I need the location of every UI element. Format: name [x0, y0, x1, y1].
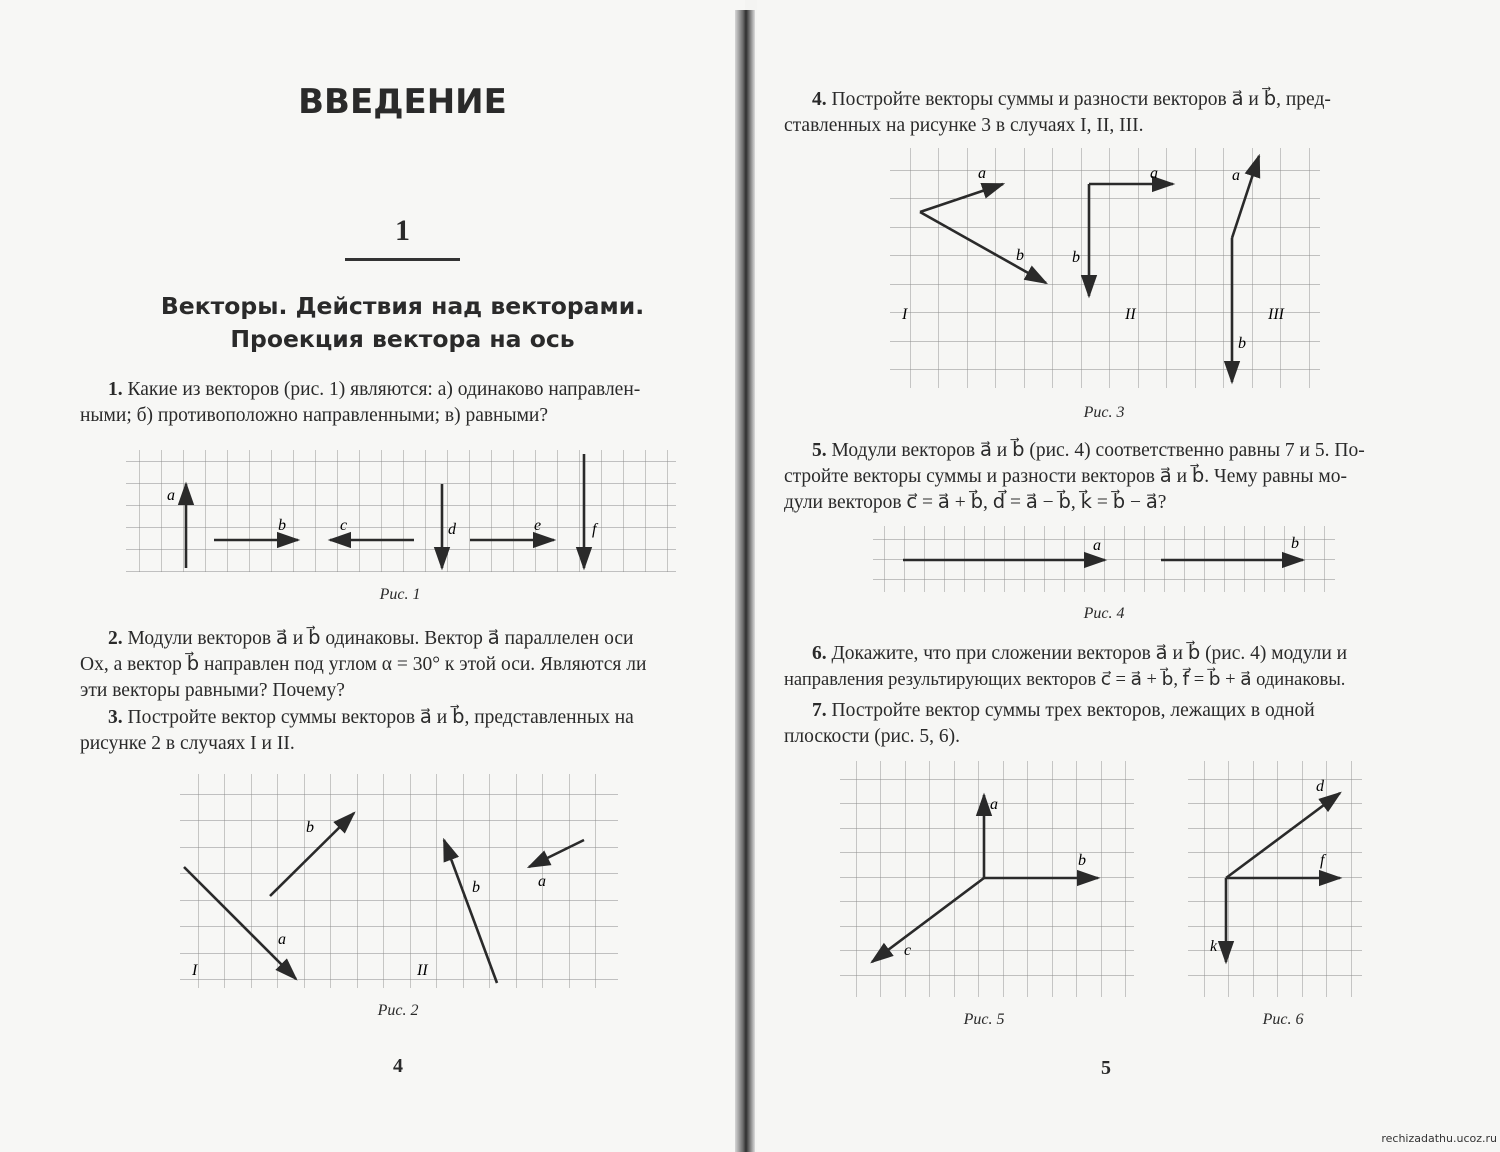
fig2-label-a2: a⃗ — [538, 873, 559, 890]
fig6-label-k: k⃗ — [1210, 938, 1230, 955]
chapter-title-line1: Векторы. Действия над векторами. — [160, 292, 645, 320]
fig1-label-d: d⃗ — [448, 521, 469, 538]
fig1-label-e: e⃗ — [534, 517, 554, 534]
fig1-label-a: a⃗ — [167, 487, 188, 504]
chapter-title-line2: Проекция вектора на ось — [230, 325, 575, 353]
problem-1 — [80, 377, 722, 429]
figure-3 — [882, 142, 1332, 397]
figure-6 — [1180, 755, 1370, 1005]
chapter-number: 1 — [395, 214, 410, 247]
figure-1-grid — [126, 450, 676, 572]
fig1-label-c: c⃗ — [340, 517, 360, 534]
problem-2-number: 2. — [108, 628, 123, 649]
page-number-right: 5 — [1101, 1057, 1111, 1079]
fig6-label-f: f⃗ — [1320, 852, 1337, 869]
fig3-label-a2: a⃗ — [1150, 165, 1171, 182]
problem-5-line3: дули векторов c⃗ = a⃗ + b⃗, d⃗ = a⃗ − b⃗, k⃗ = b⃗ − a⃗? — [784, 492, 1167, 513]
fig3-label-b2: b⃗ — [1072, 249, 1093, 266]
fig2-label-b1: b⃗ — [306, 819, 327, 836]
problem-4-line2: ставленных на рисунке 3 в случаях I, II, III. — [784, 115, 1144, 136]
problem-2 — [80, 626, 722, 704]
problem-3-line2: рисунке 2 в случаях I и II. — [80, 733, 295, 754]
right-page — [757, 0, 1500, 1152]
intro-title: ВВЕДЕНИЕ — [298, 82, 507, 122]
problem-4 — [784, 87, 1427, 139]
problem-2-line1: Модули векторов a⃗ и b⃗ одинаковы. Вектор a⃗ параллелен оси — [127, 628, 634, 649]
fig2-label-case2: II — [417, 962, 428, 979]
problem-3-number: 3. — [108, 707, 123, 728]
problem-4-number: 4. — [812, 89, 827, 110]
problem-4-line1: Постройте векторы суммы и разности векторов a⃗ и b⃗, пред- — [831, 89, 1331, 110]
fig3-label-case3: III — [1268, 306, 1284, 323]
problem-5-number: 5. — [812, 440, 827, 461]
fig3-label-case2: II — [1125, 306, 1136, 323]
fig3-label-case1: I — [902, 306, 908, 323]
fig3-label-a3: a⃗ — [1232, 167, 1253, 184]
fig5-label-c: c⃗ — [904, 942, 924, 959]
fig5-label-b: b⃗ — [1078, 852, 1099, 869]
problem-2-line3: эти векторы равными? Почему? — [80, 680, 345, 701]
fig6-label-d: d⃗ — [1316, 778, 1337, 795]
book-spine — [735, 10, 755, 1152]
fig2-label-b2: b⃗ — [472, 879, 493, 896]
left-page — [0, 0, 745, 1152]
fig2-label-a1: a⃗ — [278, 931, 299, 948]
page-number-left: 4 — [393, 1055, 403, 1077]
problem-2-line2: Ox, а вектор b⃗ направлен под углом α = 30° к этой оси. Являются ли — [80, 654, 647, 675]
figure-5 — [832, 755, 1142, 1005]
problem-5 — [784, 438, 1427, 516]
problem-1-line1: Какие из векторов (рис. 1) являются: а) одинаково направлен- — [127, 379, 641, 400]
fig3-label-b1: b⃗ — [1016, 247, 1037, 264]
fig3-label-a1: a⃗ — [978, 165, 999, 182]
problem-3-line1: Постройте вектор суммы векторов a⃗ и b⃗, представленных на — [127, 707, 634, 728]
fig4-label-a: a⃗ — [1093, 537, 1114, 554]
fig3-label-b3: b⃗ — [1238, 335, 1259, 352]
figure-1 — [118, 440, 688, 580]
figure-2 — [172, 768, 627, 996]
problem-5-line1: Модули векторов a⃗ и b⃗ (рис. 4) соответственно равны 7 и 5. По- — [831, 440, 1365, 461]
problem-7-line2: плоскости (рис. 5, 6). — [784, 726, 960, 747]
problem-7-line1: Постройте вектор суммы трех векторов, лежащих в одной — [831, 700, 1315, 721]
figure-1-caption: Рис. 1 — [379, 586, 421, 603]
problem-6 — [784, 641, 1427, 693]
fig1-label-b: b⃗ — [278, 517, 299, 534]
problem-6-number: 6. — [812, 643, 827, 664]
figure-6-caption: Рис. 6 — [1262, 1011, 1304, 1028]
problem-7-number: 7. — [812, 700, 827, 721]
chapter-divider — [345, 258, 460, 261]
problem-3 — [80, 705, 722, 757]
watermark: rechizadathu.ucoz.ru — [1381, 1132, 1497, 1145]
problem-6-line2: направления результирующих векторов c⃗ = a⃗ + b⃗, f⃗ = b⃗ + a⃗ одинаковы. — [784, 670, 1346, 690]
fig4-label-b: b⃗ — [1291, 535, 1312, 552]
fig1-label-f: f⃗ — [592, 521, 609, 538]
problem-6-line1: Докажите, что при сложении векторов a⃗ и b⃗ (рис. 4) модули и — [831, 643, 1348, 664]
fig5-label-a: a⃗ — [990, 796, 1011, 813]
figure-3-caption: Рис. 3 — [1083, 404, 1125, 421]
figure-5-caption: Рис. 5 — [963, 1011, 1005, 1028]
fig2-label-case1: I — [192, 962, 198, 979]
problem-1-line2: ными; б) противоположно направленными; в) равными? — [80, 405, 549, 426]
problem-7 — [784, 698, 1427, 750]
figure-4 — [865, 520, 1345, 600]
figure-4-caption: Рис. 4 — [1083, 605, 1125, 622]
figure-2-caption: Рис. 2 — [377, 1002, 419, 1019]
problem-5-line2: стройте векторы суммы и разности векторов a⃗ и b⃗. Чему равны мо- — [784, 466, 1347, 487]
problem-1-number: 1. — [108, 379, 123, 400]
